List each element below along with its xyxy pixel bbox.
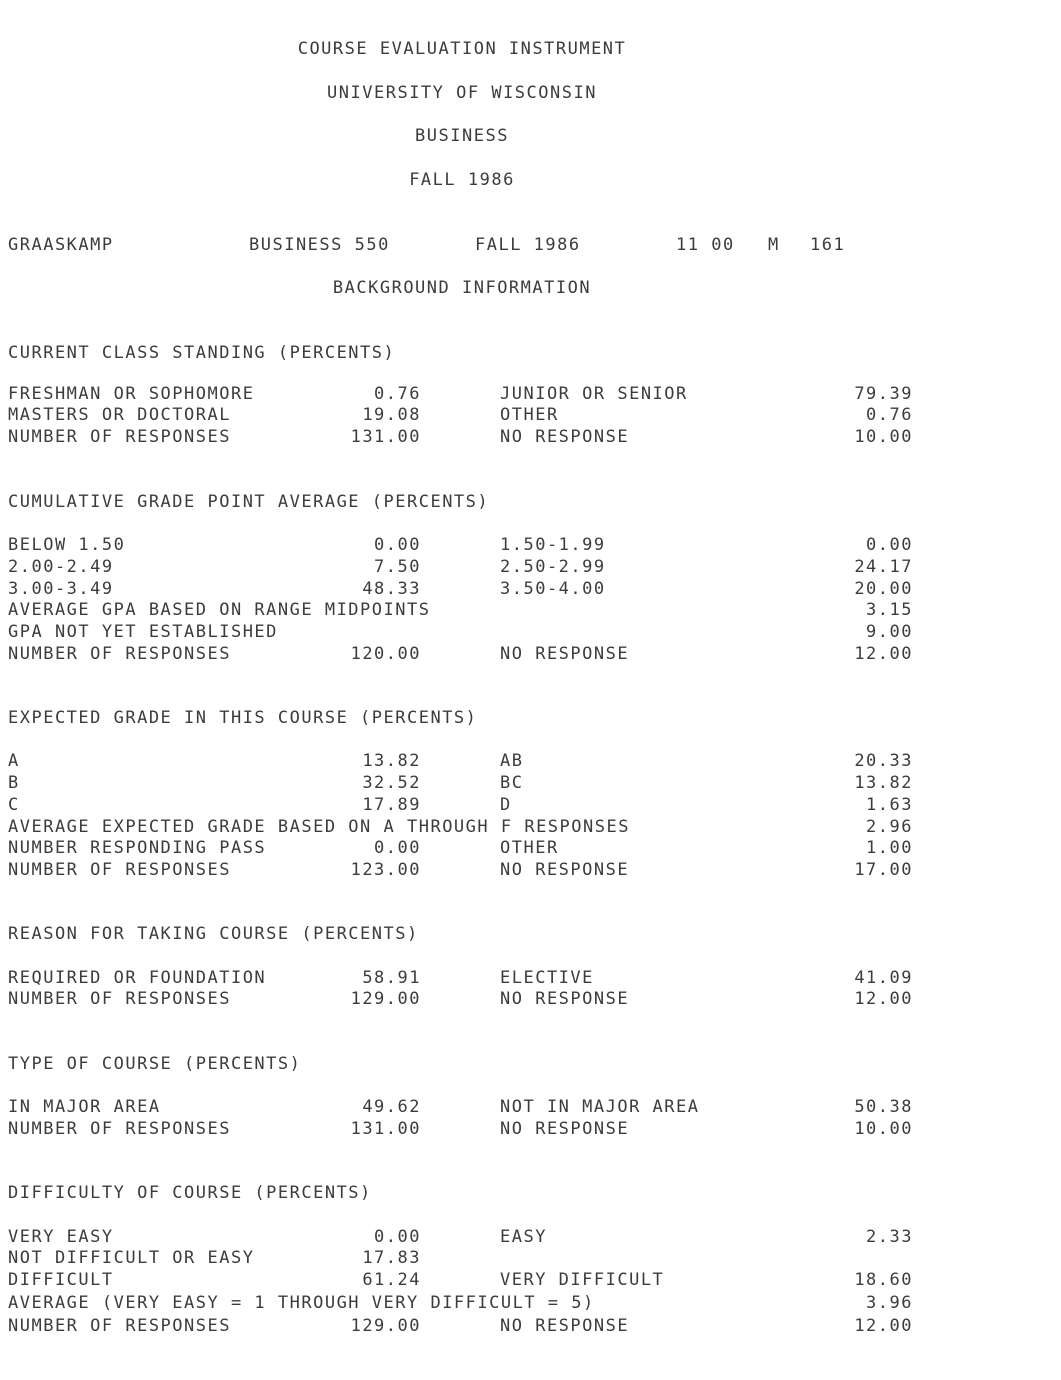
row-value-secondary: 3.15 <box>866 600 913 620</box>
row-label: NUMBER RESPONDING PASS <box>8 838 267 858</box>
row-label: FRESHMAN OR SOPHOMORE <box>8 384 255 404</box>
class-day: M <box>768 235 780 255</box>
row-label: NUMBER OF RESPONSES <box>8 989 231 1009</box>
row-value: 131.00 <box>350 427 421 447</box>
section-title: EXPECTED GRADE IN THIS COURSE (PERCENTS) <box>8 708 478 728</box>
row-label: VERY EASY <box>8 1227 114 1247</box>
row-value-secondary: 10.00 <box>854 427 913 447</box>
section-title: TYPE OF COURSE (PERCENTS) <box>8 1054 302 1074</box>
row-label-secondary: BC <box>500 773 524 793</box>
row-label: 3.00-3.49 <box>8 579 114 599</box>
row-value-secondary: 18.60 <box>854 1270 913 1290</box>
row-label-secondary: OTHER <box>500 405 559 425</box>
row-value: 19.08 <box>362 405 421 425</box>
row-label: NUMBER OF RESPONSES <box>8 860 231 880</box>
school-name: BUSINESS <box>415 126 509 146</box>
row-label: GPA NOT YET ESTABLISHED <box>8 622 278 642</box>
row-value-secondary: 0.76 <box>866 405 913 425</box>
section-title: REASON FOR TAKING COURSE (PERCENTS) <box>8 924 419 944</box>
row-label-secondary: NO RESPONSE <box>500 1119 630 1139</box>
row-value: 7.50 <box>374 557 421 577</box>
row-value: 0.00 <box>374 535 421 555</box>
row-value-secondary: 0.00 <box>866 535 913 555</box>
row-value: 49.62 <box>362 1097 421 1117</box>
row-label-secondary: NO RESPONSE <box>500 427 630 447</box>
row-label: MASTERS OR DOCTORAL <box>8 405 231 425</box>
section-heading: BACKGROUND INFORMATION <box>332 278 592 298</box>
row-value-secondary: 3.96 <box>866 1293 913 1313</box>
university-name: UNIVERSITY OF WISCONSIN <box>327 83 597 103</box>
row-value: 17.89 <box>362 795 421 815</box>
row-label-secondary: 3.50-4.00 <box>500 579 606 599</box>
row-label: A <box>8 751 20 771</box>
row-label: C <box>8 795 20 815</box>
row-label: NUMBER OF RESPONSES <box>8 644 231 664</box>
row-label: REQUIRED OR FOUNDATION <box>8 968 267 988</box>
row-label-secondary: NO RESPONSE <box>500 860 630 880</box>
row-value-secondary: 1.00 <box>866 838 913 858</box>
row-value-secondary: 12.00 <box>854 989 913 1009</box>
row-label-secondary: D <box>500 795 512 815</box>
row-label-secondary: OTHER <box>500 838 559 858</box>
row-label: AVERAGE GPA BASED ON RANGE MIDPOINTS <box>8 600 431 620</box>
row-value-secondary: 12.00 <box>854 644 913 664</box>
row-value-secondary: 20.33 <box>854 751 913 771</box>
row-value: 123.00 <box>350 860 421 880</box>
course-term: FALL 1986 <box>475 235 581 255</box>
row-label: AVERAGE EXPECTED GRADE BASED ON A THROUGH F RESPONSES <box>8 817 630 837</box>
row-label: IN MAJOR AREA <box>8 1097 161 1117</box>
row-label: NUMBER OF RESPONSES <box>8 1119 231 1139</box>
row-label: BELOW 1.50 <box>8 535 126 555</box>
row-label-secondary: NOT IN MAJOR AREA <box>500 1097 700 1117</box>
row-value-secondary: 13.82 <box>854 773 913 793</box>
class-room: 161 <box>810 235 846 255</box>
section-title: CUMULATIVE GRADE POINT AVERAGE (PERCENTS) <box>8 492 490 512</box>
row-label-secondary: NO RESPONSE <box>500 644 630 664</box>
row-value: 48.33 <box>362 579 421 599</box>
row-label-secondary: NO RESPONSE <box>500 989 630 1009</box>
row-label: NUMBER OF RESPONSES <box>8 427 231 447</box>
row-value-secondary: 12.00 <box>854 1316 913 1336</box>
row-value: 120.00 <box>350 644 421 664</box>
row-label-secondary: 1.50-1.99 <box>500 535 606 555</box>
row-value: 17.83 <box>362 1248 421 1268</box>
row-value: 13.82 <box>362 751 421 771</box>
row-value-secondary: 9.00 <box>866 622 913 642</box>
row-label-secondary: ELECTIVE <box>500 968 594 988</box>
row-value-secondary: 10.00 <box>854 1119 913 1139</box>
row-value: 0.00 <box>374 838 421 858</box>
row-label-secondary: VERY DIFFICULT <box>500 1270 665 1290</box>
row-label: NOT DIFFICULT OR EASY <box>8 1248 255 1268</box>
row-label: NUMBER OF RESPONSES <box>8 1316 231 1336</box>
row-label: 2.00-2.49 <box>8 557 114 577</box>
row-value: 0.76 <box>374 384 421 404</box>
row-value-secondary: 79.39 <box>854 384 913 404</box>
section-title: DIFFICULTY OF COURSE (PERCENTS) <box>8 1183 372 1203</box>
row-value: 129.00 <box>350 1316 421 1336</box>
row-label: DIFFICULT <box>8 1270 114 1290</box>
row-label-secondary: AB <box>500 751 524 771</box>
row-label-secondary: 2.50-2.99 <box>500 557 606 577</box>
row-value: 61.24 <box>362 1270 421 1290</box>
row-value-secondary: 41.09 <box>854 968 913 988</box>
row-label: AVERAGE (VERY EASY = 1 THROUGH VERY DIFFICULT = 5) <box>8 1293 595 1313</box>
instructor-name: GRAASKAMP <box>8 235 114 255</box>
row-label-secondary: JUNIOR OR SENIOR <box>500 384 688 404</box>
row-value-secondary: 24.17 <box>854 557 913 577</box>
row-value-secondary: 2.33 <box>866 1227 913 1247</box>
row-label-secondary: NO RESPONSE <box>500 1316 630 1336</box>
row-value-secondary: 17.00 <box>854 860 913 880</box>
row-value-secondary: 50.38 <box>854 1097 913 1117</box>
course-name: BUSINESS 550 <box>249 235 390 255</box>
row-value: 58.91 <box>362 968 421 988</box>
row-label: B <box>8 773 20 793</box>
row-value-secondary: 20.00 <box>854 579 913 599</box>
row-value: 129.00 <box>350 989 421 1009</box>
row-value-secondary: 2.96 <box>866 817 913 837</box>
section-title: CURRENT CLASS STANDING (PERCENTS) <box>8 343 396 363</box>
row-value: 32.52 <box>362 773 421 793</box>
class-time: 11 00 <box>676 235 735 255</box>
term-heading: FALL 1986 <box>409 170 515 190</box>
row-value: 0.00 <box>374 1227 421 1247</box>
report-title: COURSE EVALUATION INSTRUMENT <box>297 39 627 59</box>
row-value: 131.00 <box>350 1119 421 1139</box>
row-label-secondary: EASY <box>500 1227 547 1247</box>
row-value-secondary: 1.63 <box>866 795 913 815</box>
